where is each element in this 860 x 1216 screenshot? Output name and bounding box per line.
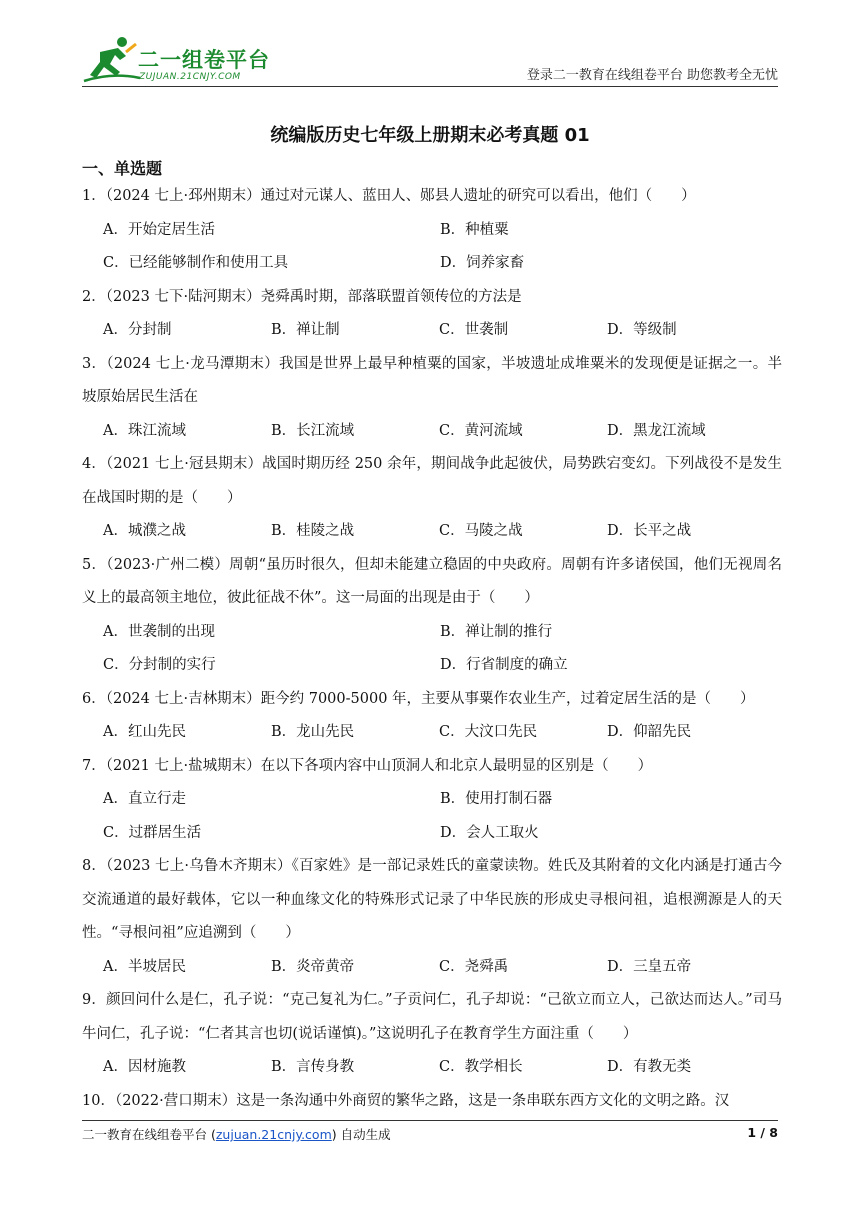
option-group <box>82 415 782 449</box>
answer-option[interactable]: A．城濮之战 <box>103 523 186 539</box>
option-group <box>82 951 782 985</box>
question-stem <box>82 683 782 717</box>
option-group <box>82 1051 782 1085</box>
answer-option[interactable]: A．珠江流域 <box>103 422 186 439</box>
question-stem <box>82 1085 782 1119</box>
answer-option[interactable]: D．饲养家畜 <box>440 255 525 271</box>
option-group <box>82 214 782 281</box>
question-text: 战国时期历经 250 余年，期间战争此起彼伏，局势跌宕变幻。下列战役不是发生在战国时期的是（ ） <box>82 456 782 506</box>
logo-title: 二一组卷平台 <box>138 48 270 72</box>
answer-option[interactable]: D．会人工取火 <box>440 824 539 841</box>
question-source: （2022·营口期末） <box>114 1092 237 1109</box>
footer-suffix: ) 自动生成 <box>331 1127 391 1142</box>
answer-option[interactable]: B．长江流域 <box>271 422 355 439</box>
question-source: （2021 七上·冠县期末） <box>106 456 263 472</box>
answer-option[interactable]: A．开始定居生活 <box>103 221 215 238</box>
question-stem <box>82 850 782 951</box>
question-text: 距今约 7000-5000 年，主要从事粟作农业生产，过着定居生活的是（ ） <box>260 690 755 707</box>
runner-logo-icon <box>82 34 142 84</box>
question-text: 我国是世界上最早种植粟的国家，半坡遗址成堆粟米的发现便是证据之一。半坡原始居民生活在 <box>82 355 783 405</box>
answer-option[interactable]: D．行省制度的确立 <box>440 657 568 673</box>
answer-option[interactable]: A．因材施教 <box>103 1059 186 1075</box>
question-stem <box>82 180 782 214</box>
answer-option[interactable]: B．炎帝黄帝 <box>271 958 355 975</box>
question-number: 4． <box>82 456 106 472</box>
answer-option[interactable]: C．分封制的实行 <box>103 657 216 673</box>
question-stem <box>82 750 782 784</box>
question-number: 7． <box>82 757 106 774</box>
answer-option[interactable]: A．直立行走 <box>103 791 186 807</box>
option-group <box>82 515 782 549</box>
question-item <box>82 984 782 1085</box>
question-source: （2024 七上·邳州期末） <box>105 188 261 204</box>
answer-option[interactable]: C．过群居生活 <box>103 824 202 841</box>
question-item <box>82 750 782 851</box>
page-number: 1 / 8 <box>747 1125 778 1140</box>
question-item <box>82 348 782 449</box>
answer-option[interactable]: A．红山先民 <box>103 724 186 740</box>
option-group <box>82 314 782 348</box>
question-number: 9． <box>82 992 107 1008</box>
question-number: 8． <box>82 858 107 874</box>
header-divider <box>82 86 778 87</box>
answer-option[interactable]: C．马陵之战 <box>439 523 523 539</box>
question-stem <box>82 549 782 616</box>
answer-option[interactable]: A．半坡居民 <box>103 958 186 975</box>
question-item <box>82 448 782 549</box>
answer-option[interactable]: B．使用打制石器 <box>440 791 553 807</box>
answer-option[interactable]: D．仰韶先民 <box>607 724 692 740</box>
answer-option[interactable]: A．世袭制的出现 <box>103 623 215 640</box>
question-list <box>82 180 782 1118</box>
answer-option[interactable]: B．禅让制 <box>271 322 340 338</box>
answer-option[interactable]: D．黑龙江流域 <box>607 422 706 439</box>
question-text: 周朝“虽历时很久，但却未能建立稳固的中央政府。周朝有许多诸侯国，他们无视周名义上的最高领主地位，彼此征战不休”。这一局面的出现是由于（ ） <box>82 556 782 606</box>
question-stem <box>82 348 782 415</box>
question-source: （2021 七上·盐城期末） <box>105 757 261 774</box>
option-group <box>82 616 782 683</box>
question-source: （2024 七上·吉林期末） <box>105 690 261 707</box>
question-item <box>82 549 782 683</box>
question-item <box>82 683 782 750</box>
answer-option[interactable]: C．尧舜禹 <box>439 958 509 975</box>
question-item <box>82 1085 782 1119</box>
question-text: 颜回问什么是仁，孔子说：“克己复礼为仁。”子贡问仁，孔子却说：“己欲立而立人，己欲达而达人。”司马牛问仁，孔子说：“仁者其言也切(说话谨慎)。”这说明孔子在教育学生方面注重（ ） <box>82 992 782 1042</box>
question-text: 在以下各项内容中山顶洞人和北京人最明显的区别是（ ） <box>260 757 653 774</box>
question-number: 1． <box>82 188 106 204</box>
option-group <box>82 783 782 850</box>
question-stem <box>82 281 782 315</box>
answer-option[interactable]: D．长平之战 <box>607 523 692 539</box>
footer-source <box>82 1125 391 1143</box>
answer-option[interactable]: D．有教无类 <box>607 1059 692 1075</box>
answer-option[interactable]: B．龙山先民 <box>271 724 355 740</box>
question-item <box>82 180 782 281</box>
answer-option[interactable]: D．等级制 <box>607 322 677 338</box>
question-text: 《百家姓》是一部记录姓氏的童蒙读物。姓氏及其附着的文化内涵是打通古今交流通道的最好载体，它以一种血缘文化的特殊形式记录了中华民族的形成史寻根问祖，追根溯源是人的天性。“寻根问祖”应追溯到（ ） <box>82 858 783 941</box>
question-item <box>82 850 782 984</box>
answer-option[interactable]: B．言传身教 <box>271 1059 355 1075</box>
page-header <box>82 28 778 86</box>
footer-prefix: 二一教育在线组卷平台 ( <box>82 1127 216 1142</box>
answer-option[interactable]: C．教学相长 <box>439 1059 523 1075</box>
answer-option[interactable]: C．已经能够制作和使用工具 <box>103 255 289 271</box>
answer-option[interactable]: C．大汶口先民 <box>439 724 538 740</box>
header-slogan: 登录二一教育在线组卷平台 助您教考全无忧 <box>526 68 778 83</box>
logo-subtitle: ZUJUAN.21CNJY.COM <box>139 72 241 82</box>
question-item <box>82 281 782 348</box>
question-stem <box>82 984 782 1051</box>
answer-option[interactable]: B．种植粟 <box>440 221 509 238</box>
answer-option[interactable]: C．黄河流域 <box>439 422 523 439</box>
question-source: （2023 七上·乌鲁木齐期末） <box>106 858 292 874</box>
question-source: （2023 七下·陆河期末） <box>105 288 261 305</box>
answer-option[interactable]: C．世袭制 <box>439 322 509 338</box>
footer-link[interactable]: zujuan.21cnjy.com <box>215 1127 332 1142</box>
question-number: 5． <box>82 556 107 573</box>
answer-option[interactable]: B．禅让制的推行 <box>440 623 553 640</box>
answer-option[interactable]: B．桂陵之战 <box>271 523 355 539</box>
section-heading: 一、单选题 <box>82 159 163 178</box>
answer-option[interactable]: D．三皇五帝 <box>607 958 692 975</box>
question-number: 2． <box>82 288 106 305</box>
question-text: 这是一条沟通中外商贸的繁华之路，这是一条串联东西方文化的文明之路。汉 <box>236 1092 730 1109</box>
question-stem <box>82 448 782 515</box>
footer-divider <box>82 1120 778 1121</box>
question-number: 3． <box>82 355 107 372</box>
question-number: 6． <box>82 690 106 707</box>
question-text: 通过对元谋人、蓝田人、郧县人遗址的研究可以看出，他们（ ） <box>260 188 696 204</box>
question-source: （2023·广州二模） <box>106 556 230 573</box>
option-group <box>82 716 782 750</box>
question-number: 10． <box>82 1092 115 1109</box>
question-source: （2024 七上·龙马潭期末） <box>106 355 280 372</box>
answer-option[interactable]: A．分封制 <box>103 322 172 338</box>
site-logo[interactable] <box>82 34 282 84</box>
question-text: 尧舜禹时期，部落联盟首领传位的方法是 <box>260 288 522 305</box>
document-title: 统编版历史七年级上册期末必考真题 01 <box>270 125 590 146</box>
